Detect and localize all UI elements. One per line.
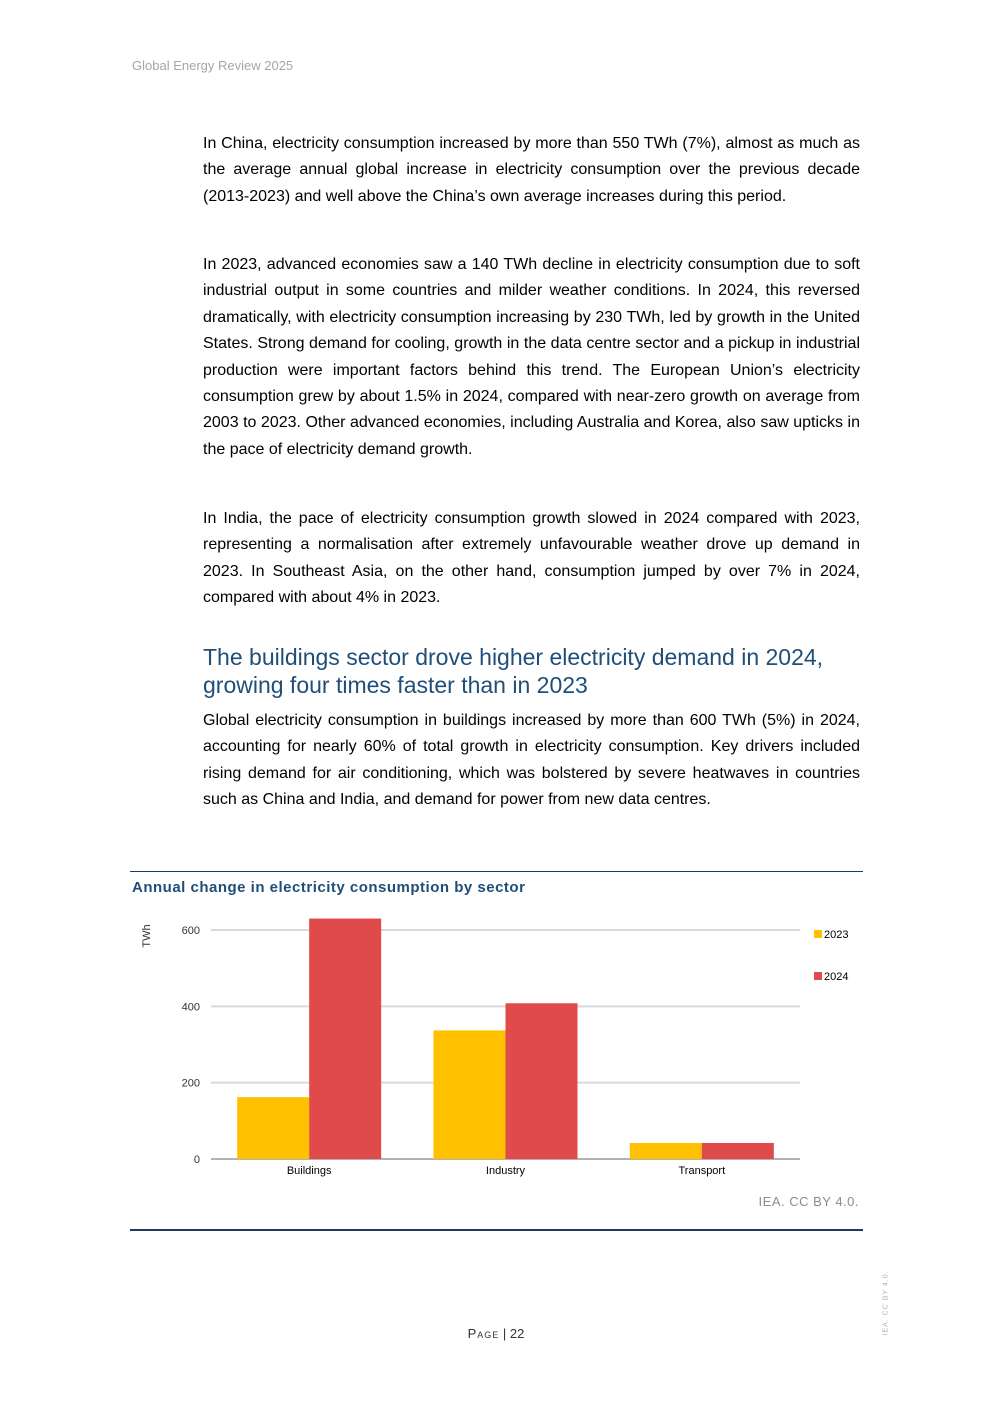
- bar-industry-2024: [506, 1003, 578, 1159]
- chart-source: IEA. CC BY 4.0.: [758, 1194, 859, 1209]
- x-tick-label: Transport: [678, 1165, 726, 1177]
- bar-transport-2024: [702, 1143, 774, 1159]
- side-license: IEA. CC BY 4.0.: [882, 1270, 890, 1336]
- y-tick-label: 200: [181, 1077, 200, 1090]
- paragraph-china: In China, electricity consumption increased by more than 550 TWh (7%), almost as much as the average annual global increase in electricity consumption over the previous decade (2013-2023) and well above the China’s own average increases during this period.: [203, 135, 860, 205]
- y-axis-label: TWh: [141, 924, 153, 948]
- paragraph-buildings: Global electricity consumption in buildings increased by more than 600 TWh (5%) in 2024, accounting for nearly 60% of total growth in electricity consumption. Key drivers included rising demand for air conditioning, which was bolstered by severe heatwaves in countries such as China and India, and demand for power from new data centres.: [203, 712, 860, 809]
- bar-buildings-2023: [237, 1097, 309, 1159]
- section-heading: The buildings sector drove higher electricity demand in 2024, growing four times faster than in 2023: [203, 644, 824, 698]
- bar-buildings-2024: [309, 919, 381, 1159]
- chart-top-rule: [130, 871, 863, 872]
- y-tick-label: 0: [193, 1154, 200, 1166]
- legend-label-2023: 2023: [824, 929, 849, 941]
- chart-title: Annual change in electricity consumption by sector: [132, 879, 526, 896]
- page-separator: |: [502, 1326, 507, 1341]
- legend-swatch-2023: [814, 930, 822, 938]
- x-tick-label: Industry: [485, 1165, 526, 1177]
- bar-transport-2023: [630, 1143, 702, 1159]
- chart-bottom-rule: [130, 1229, 863, 1231]
- legend-swatch-2024: [814, 972, 822, 980]
- sector-consumption-chart: [130, 905, 863, 1185]
- legend-label-2024: 2024: [824, 971, 849, 983]
- page-number: [0, 1326, 992, 1341]
- y-tick-label: 600: [181, 925, 200, 937]
- y-tick-label: 400: [181, 1001, 200, 1014]
- bar-industry-2023: [434, 1030, 506, 1159]
- page-label: Page: [467, 1326, 500, 1341]
- x-tick-label: Buildings: [286, 1165, 332, 1177]
- paragraph-advanced-economies: In 2023, advanced economies saw a 140 TWh decline in electricity consumption due to soft industrial output in some countries and milder weather conditions. In 2024, this reversed dramatically, with electricity consumption increasing by 230 TWh, led by growth in the United States. Strong demand for cooling, growth in the data centre sector and a pickup in industrial production were important factors behind this trend. The European Union’s electricity consumption grew by about 1.5% in 2024, compared with near-zero growth on average from 2003 to 2023. Other advanced economies, including Australia and Korea, also saw upticks in the pace of electricity demand growth.: [203, 256, 860, 458]
- running-header: Global Energy Review 2025: [132, 58, 294, 73]
- paragraph-india: In India, the pace of electricity consumption growth slowed in 2024 compared with 2023, representing a normalisation after extremely unfavourable weather drove up demand in 2023. In Southeast Asia, on the other hand, consumption jumped by over 7% in 2024, compared with about 4% in 2023.: [203, 510, 860, 607]
- page-number-value: 22: [509, 1326, 525, 1341]
